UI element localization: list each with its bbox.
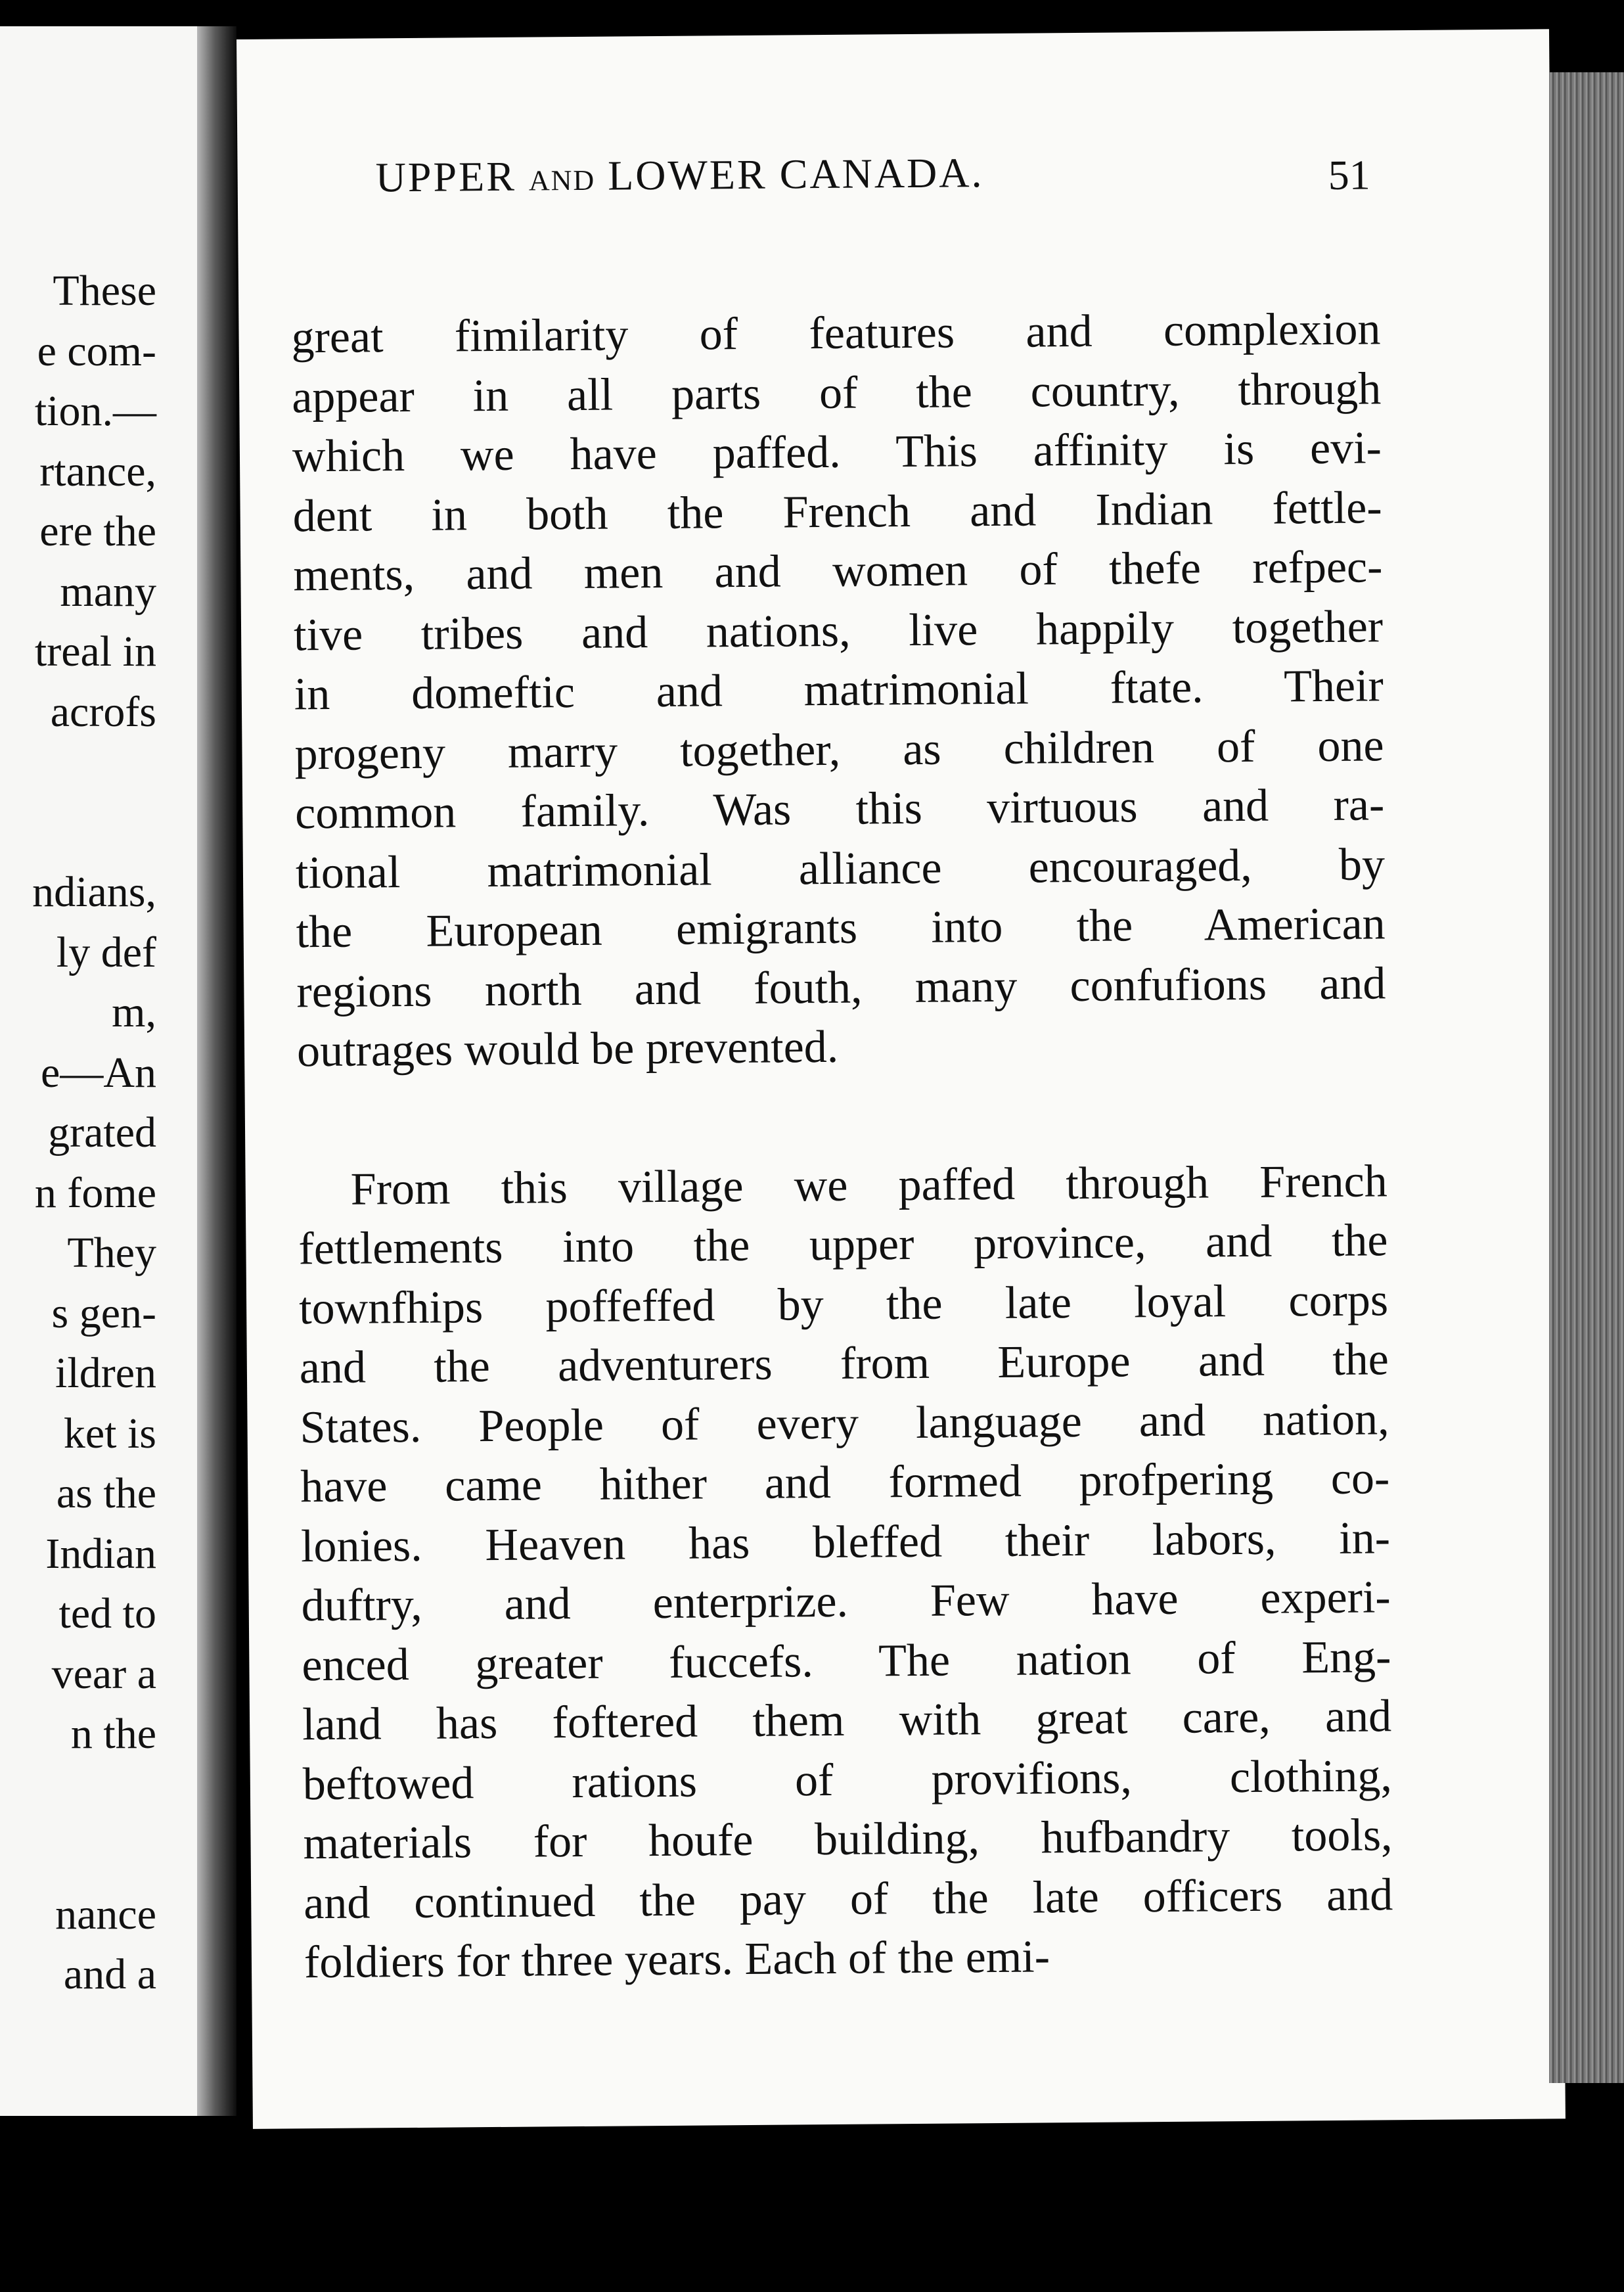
paragraph-1-line: appear in all parts of the country, through [291,363,1382,423]
page-edges [1549,72,1624,2083]
paragraph-1-line: the European emigrants into the American [296,898,1386,958]
left-page-line: rtance, [39,447,156,495]
left-facing-page [0,26,197,2116]
paragraph-2-line: duftry, and enterprize. Few have experi- [301,1572,1391,1632]
paragraph-2-line: land has foftered them with great care, and [302,1691,1392,1751]
running-head-upper: UPPER [375,152,517,201]
paragraph-2-line: States. People of every language and nation, [300,1393,1389,1453]
paragraph-1-line: dent in both the French and Indian fettle- [292,482,1382,541]
left-page-line: vear a [51,1649,156,1698]
running-head-lower-canada: LOWER CANADA. [607,149,984,199]
left-page-line: They [67,1229,156,1277]
left-page-line: s gen- [51,1289,156,1337]
left-page-line: n the [70,1710,156,1758]
paragraph-2-line: and the adventurers from Europe and the [299,1334,1389,1394]
left-page-line: ildren [55,1349,156,1397]
paragraph-1-line: ments, and men and women of thefe refpec- [293,541,1383,601]
paragraph-1-line: tive tribes and nations, live happily together [293,601,1384,660]
left-page-line: m, [112,988,156,1036]
left-page-line: These [53,267,156,315]
paragraph-1-line: in domeftic and matrimonial ftate. Their [294,660,1384,720]
paragraph-1-line: which we have paffed. This affinity is evi- [292,423,1382,482]
left-page-line: e—An [41,1048,156,1097]
paragraph-2-line: fettlements into the upper province, and the [298,1215,1388,1275]
left-page-line: ly def [56,928,156,976]
left-page-line: many [60,567,156,616]
left-page-line: ere the [39,507,156,555]
paragraph-2-line: lonies. Heaven has bleffed their labors, in- [300,1512,1391,1572]
paragraph-1-line: tional matrimonial alliance encouraged, by [295,838,1386,898]
paragraph-1-line: regions north and fouth, many confufions and [296,957,1386,1017]
paragraph-2-line: have came hither and formed profpering co- [300,1453,1390,1513]
left-page-line: as the [56,1469,156,1517]
left-page-line: ted to [58,1590,156,1638]
page-number: 51 [1328,151,1370,198]
left-page-line: n fome [34,1168,156,1217]
left-page-line: e com- [37,327,156,375]
running-head-and: AND [528,164,596,197]
book-gutter [197,26,237,2116]
paragraph-2-line: From this village we paffed through French [350,1155,1388,1215]
left-page-line: and a [63,1950,156,1998]
paragraph-2-line: beftowed rations of provifions, clothing, [302,1750,1393,1810]
main-page [237,29,1566,2129]
paragraph-2-line: townfhips poffeffed by the late loyal corps [298,1274,1389,1334]
paragraph-1-line: common family. Was this virtuous and ra- [294,779,1385,839]
left-page-line: acrofs [50,687,156,736]
left-page-line: grated [48,1109,156,1157]
left-page-line: Indian [45,1529,156,1578]
running-head [375,149,983,202]
left-page-line: ket is [63,1409,156,1457]
paragraph-2-line: enced greater fuccefs. The nation of Eng- [302,1631,1391,1691]
paragraph-2-line: foldiers for three years. Each of the emi- [304,1931,1050,1988]
left-page-line: tion.— [34,387,156,435]
paragraph-1-line: great fimilarity of features and complexion [291,304,1381,363]
left-page-line: ndians, [32,868,156,916]
paragraph-1-line: progeny marry together, as children of one [294,720,1384,779]
paragraph-2-line: materials for houfe building, hufbandry tools, [303,1810,1393,1869]
left-page-line: treal in [34,628,156,676]
paragraph-1-line: outrages would be prevented. [296,1021,839,1077]
paragraph-2-line: and continued the pay of the late officers and [303,1869,1393,1929]
left-page-line: nance [55,1890,156,1938]
